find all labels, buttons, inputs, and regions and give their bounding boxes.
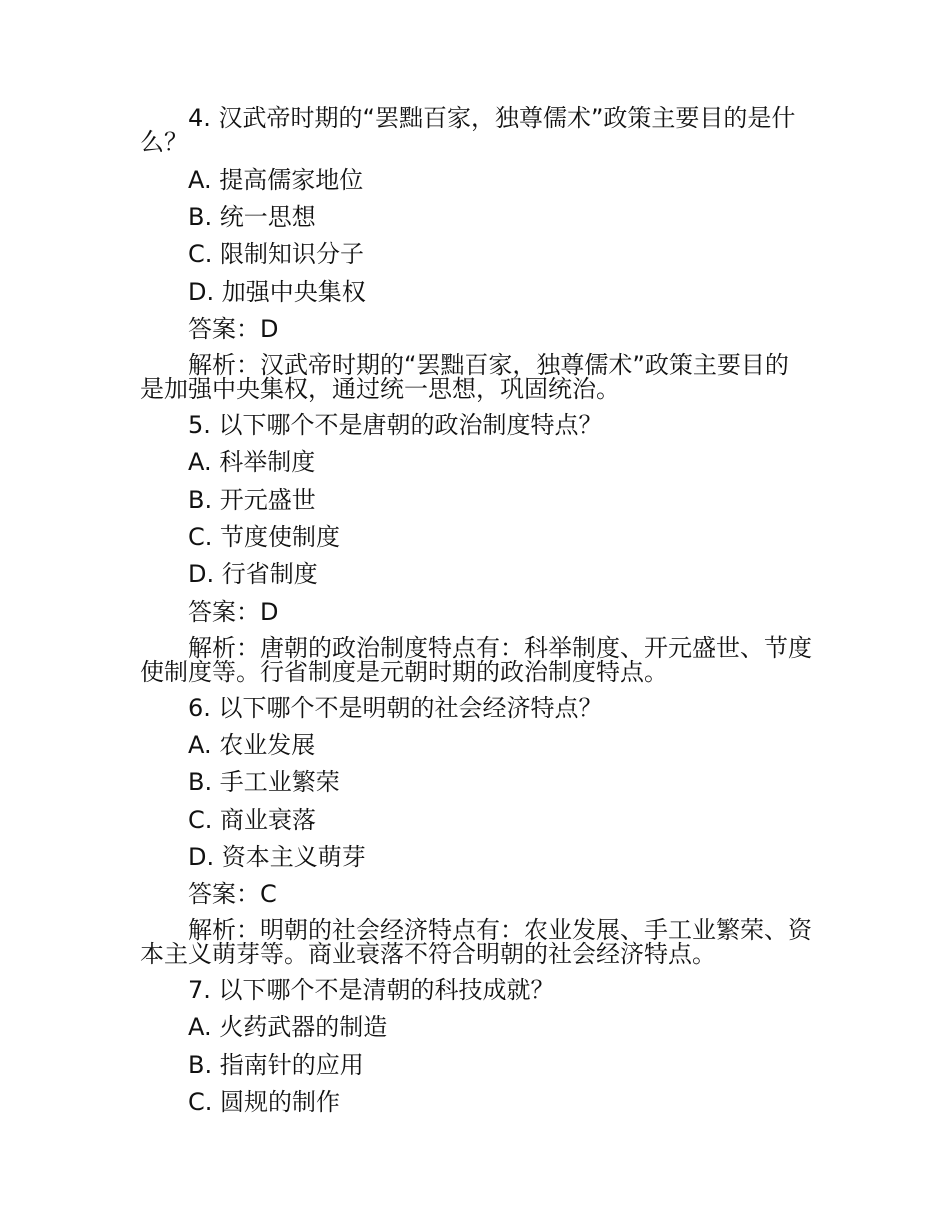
question-4-option-b: B. 统一思想 [188,203,316,231]
question-4-analysis: 解析：汉武帝时期的“罢黜百家，独尊儒术”政策主要目的是加强中央集权，通过统一思想，巩固统治。 [140,351,789,403]
question-6-option-d: D. 资本主义萌芽 [188,843,366,871]
question-6-analysis: 解析：明朝的社会经济特点有：农业发展、手工业繁荣、资本主义萌芽等。商业衰落不符合明朝的社会经济特点。 [140,916,812,968]
question-6-answer: 答案：C [188,880,277,908]
question-5-stem: 5. 以下哪个不是唐朝的政治制度特点？ [188,411,603,439]
question-7-option-c: C. 圆规的制作 [188,1088,341,1116]
question-7-option-b: B. 指南针的应用 [188,1051,364,1079]
question-5-option-a: A. 科举制度 [188,448,316,476]
question-5-answer: 答案：D [188,598,279,626]
question-6-option-a: A. 农业发展 [188,731,316,759]
question-4-option-d: D. 加强中央集权 [188,278,366,306]
question-4-answer: 答案：D [188,315,279,343]
question-7-stem: 7. 以下哪个不是清朝的科技成就？ [188,976,555,1004]
question-7-option-a: A. 火药武器的制造 [188,1013,388,1041]
question-5-option-c: C. 节度使制度 [188,523,341,551]
question-6-option-c: C. 商业衰落 [188,806,317,834]
question-4-option-c: C. 限制知识分子 [188,240,365,268]
question-5-analysis: 解析：唐朝的政治制度特点有：科举制度、开元盛世、节度使制度等。行省制度是元朝时期的政治制度特点。 [140,634,812,686]
question-6-stem: 6. 以下哪个不是明朝的社会经济特点？ [188,694,603,722]
question-4-stem: 4. 汉武帝时期的“罢黜百家，独尊儒术”政策主要目的是什么？ [140,104,796,156]
analysis-block [140,918,812,966]
analysis-block [140,353,812,401]
analysis-block [140,636,812,684]
question-4-option-a: A. 提高儒家地位 [188,166,364,194]
question-6-option-b: B. 手工业繁荣 [188,768,340,796]
question-5-option-d: D. 行省制度 [188,560,318,588]
question-5-option-b: B. 开元盛世 [188,486,316,514]
question-stem [140,106,812,154]
